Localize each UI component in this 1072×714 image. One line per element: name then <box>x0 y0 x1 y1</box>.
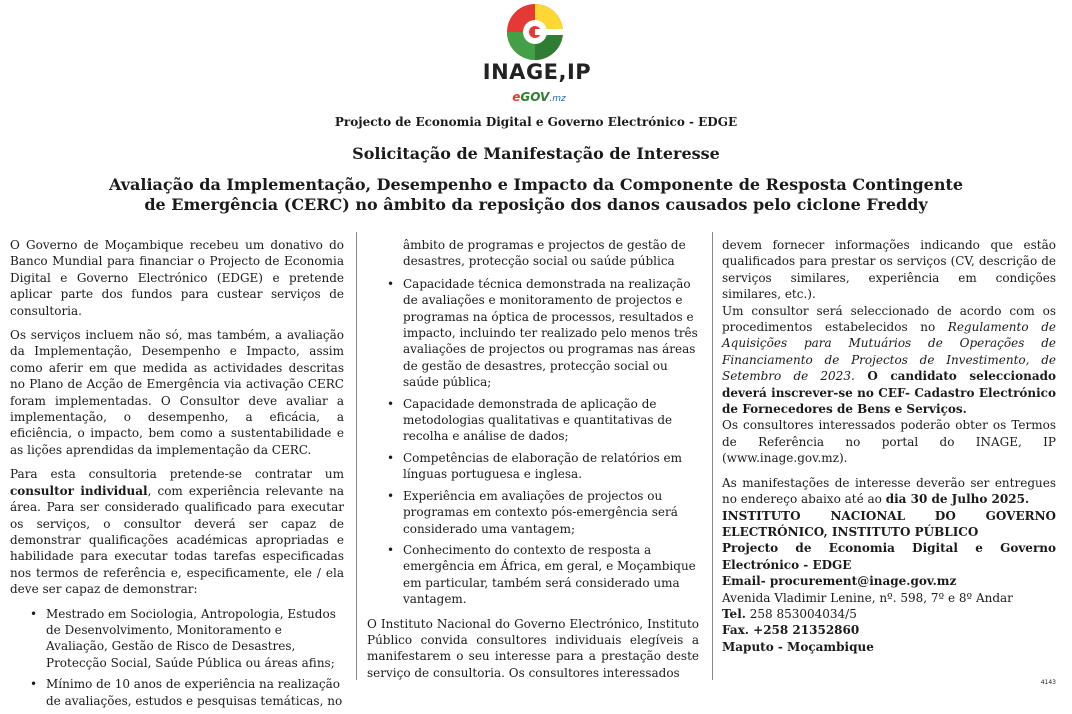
column-2 <box>367 237 699 689</box>
selection-paragraph: Um consultor será seleccionado de acordo com os procedimentos estabelecidos no Regulamento de Aquisições para Mutuários de Operações de Financiamento de Projectos de Investimento, de Setembro de 2023. O candidato seleccionado deverá inscrever-se no CEF- Cadastro Electrónico de Fornecedores de Bens e Serviços. <box>722 303 1056 417</box>
consultant-paragraph: Para esta consultoria pretende-se contratar um consultor individual, com experiência relevante na área. Para ser considerado qualificado para executar os serviços, o consultor deverá ser capaz de demonstrar qualificações académicas apropriadas e habilidade para executar todas tarefas especificadas nos termos de referência e, especificamente, ele / ela deve ser capaz de demonstrar: <box>10 467 344 597</box>
deadline-paragraph: As manifestações de interesse deverão ser entregues no endereço abaixo até ao dia 30 de Julho 2025. <box>722 475 1056 507</box>
column-3 <box>722 237 1056 655</box>
address-street: Avenida Vladimir Lenine, nº. 598, 7º e 8º Andar <box>722 590 1013 605</box>
address-email: Email- procurement@inage.gov.mz <box>722 574 957 589</box>
column-1 <box>10 237 344 714</box>
address-tel: Tel. 258 853004034/5 <box>722 606 857 621</box>
subtitle-line-1: Avaliação da Implementação, Desempenho e Impacto da Componente de Resposta Contingente <box>108 175 964 194</box>
services-paragraph: Os serviços incluem não só, mas também, a avaliação da Implementação, Desempenho e Impacto, assim como aferir em que medida as actividades descritas no Plano de Acção de Emergência via activação CERC foram implementadas. O Consultor deve avaliar a implementação, o desempenho, a eficácia, a eficiência, o impacto, bem como a sustentabilidade e as lições aprendidas da implementação da CERC. <box>10 328 344 457</box>
list-item: • Competências de elaboração de relatórios em línguas portuguesa e inglesa. <box>367 450 699 483</box>
inage-logo <box>474 2 594 112</box>
list-item: • Capacidade demonstrada de aplicação de metodologias qualitativas e quantitativas de recolha e análise de dados; <box>367 396 699 445</box>
tor-paragraph: Os consultores interessados poderão obter os Termos de Referência no portal do INAGE, IP (www.inage.gov.mz). <box>722 418 1056 466</box>
list-item: • Capacidade técnica demonstrada na realização de avaliações e monitoramento de projectos e programas na óptica de processos, resultados e impacto, incluindo ter realizado pelo menos três avaliações de projectos ou programas nas áreas de gestão de desastres, protecção social ou saúde pública; <box>367 276 699 391</box>
list-item: • Mestrado em Sociologia, Antropologia, Estudos de Desenvolvimento, Monitoramento e Avaliação, Gestão de Risco de Desastres, Protecção Social, Saúde Pública ou áreas afins; <box>10 606 344 672</box>
list-item: • Experiência em avaliações de projectos ou programas em contexto pós-emergência será considerado uma vantagem; <box>367 488 699 537</box>
column-divider <box>712 232 713 680</box>
page-subtitle <box>0 175 1072 215</box>
column-divider <box>356 232 357 680</box>
logo-wordmark: INAGE,IP <box>482 60 592 84</box>
invitation-paragraph: O Instituto Nacional do Governo Electrónico, Instituto Público convida consultores individuais elegíveis a manifestarem o seu interesse para a prestação deste serviço de consultoria. Os consultores interessados <box>367 616 699 680</box>
page-number: 4143 <box>1040 679 1056 686</box>
requirements-list <box>10 606 344 709</box>
list-item: • Conhecimento do contexto de resposta a emergência em África, em geral, e Moçambique em particular, também será considerado uma vantagem. <box>367 542 699 608</box>
list-item: • Mínimo de 10 anos de experiência na realização de avaliações, estudos e pesquisas temáticas, no <box>10 676 344 709</box>
address-fax: Fax. +258 21352860 <box>722 623 860 638</box>
info-paragraph: devem fornecer informações indicando que estão qualificados para prestar os serviços (CV, descrição de serviços similares, experiência em condições similares, etc.). <box>722 238 1056 302</box>
inage-emblem-icon <box>504 2 566 62</box>
egov-logo: eGOV.mz <box>512 90 566 104</box>
intro-paragraph: O Governo de Moçambique recebeu um donativo do Banco Mundial para financiar o Projecto de Economia Digital e Governo Electrónico (EDGE) e pretende aplicar parte dos fundos para custear serviços de consultoria. <box>10 238 344 318</box>
list-item-continuation: âmbito de programas e projectos de gestão de desastres, protecção social ou saúde pública <box>403 238 686 269</box>
address-project: Projecto de Economia Digital e Governo Electrónico - EDGE <box>722 541 1056 572</box>
project-name: Projecto de Economia Digital e Governo Electrónico - EDGE <box>334 115 738 129</box>
address-city: Maputo - Moçambique <box>722 639 874 654</box>
requirements-list-cont <box>367 276 699 608</box>
page-title: Solicitação de Manifestação de Interesse <box>352 144 720 163</box>
subtitle-line-2: de Emergência (CERC) no âmbito da reposição dos danos causados pelo ciclone Freddy <box>144 195 928 214</box>
address-organization: INSTITUTO NACIONAL DO GOVERNO ELECTRÓNICO, INSTITUTO PÚBLICO <box>722 508 1056 539</box>
